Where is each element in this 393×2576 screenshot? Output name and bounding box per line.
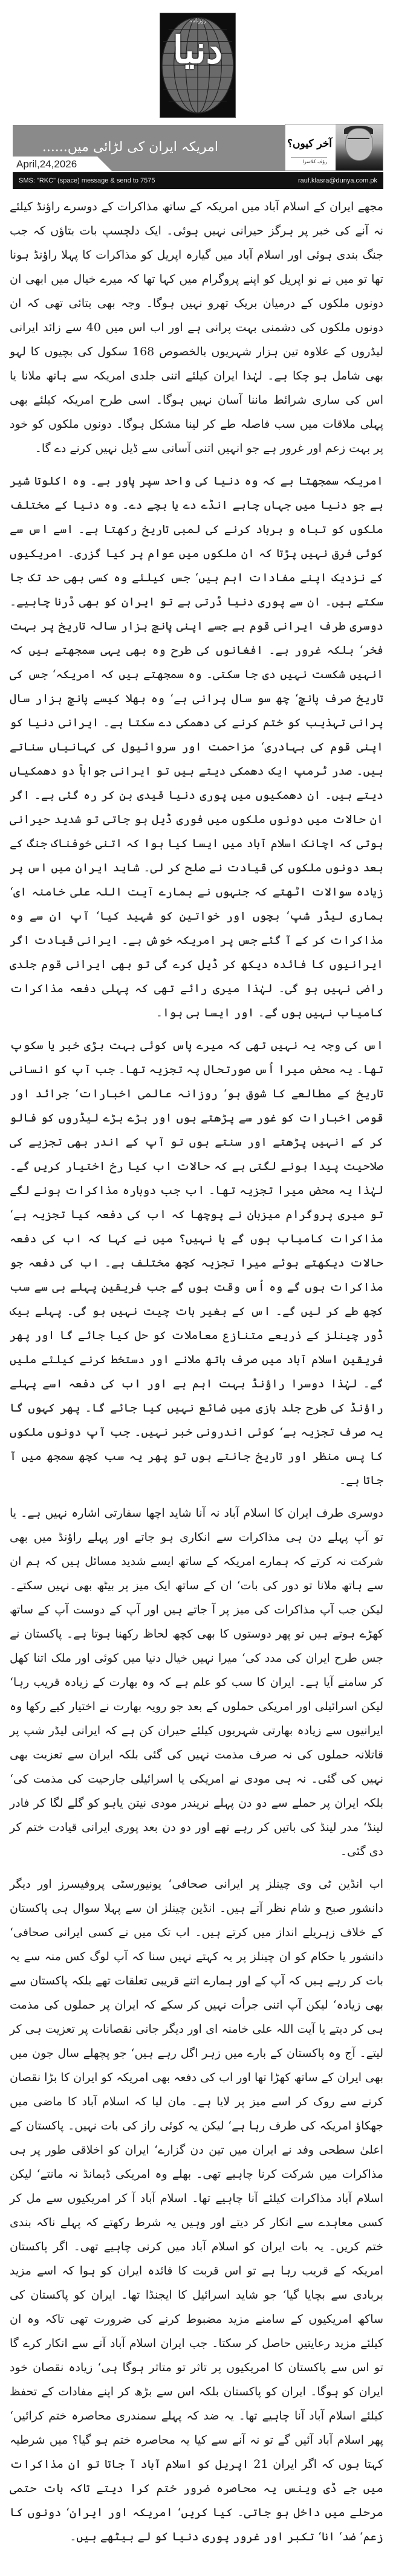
author-photo	[336, 124, 383, 171]
article-paragraph: امریکہ سمجھتا ہے کہ وہ دنیا کی واحد سپر پاور ہے۔ وہ اکلوتا شیر ہے جو دنیا میں جہاں چاہے انڈے دے یا بچے دے۔ وہ دنیا کے مختلف ملکوں کو تباہ و برباد کرنے کی لمبی تاریخ رکھتا ہے۔ اسے اس سے کوئی فرق نہیں پڑتا کہ ان ملکوں میں عوام پر کیا گزری۔ امریکیوں کے نزدیک اپنے مفادات اہم ہیں‘ جس کیلئے وہ کسی بھی حد تک جا سکتے ہیں۔ ان سے پوری دنیا ڈرتی ہے تو ایران کو بھی ڈرنا چاہیے۔ دوسری طرف ایرانی قوم ہے جسے اپنی پانچ ہزار سالہ تاریخ پر بہت فخر‘ بلکہ غرور ہے۔ افغانوں کی طرح وہ بھی یہی سمجھتے ہیں کہ انہیں شکست نہیں دی جا سکتی۔ وہ سمجھتے ہیں کہ امریکہ‘ جس کی تاریخ صرف پانچ‘ چھ سو سال پرانی ہے‘ وہ بھلا کیسے پانچ ہزار سال پرانی تہذیب کو ختم کرنے کی دھمکی دے سکتا ہے۔ ایرانی دنیا کو اپنی قوم کی بہادری‘ مزاحمت اور سروائیول کی کہانیاں سناتے ہیں۔ صدر ٹرمپ ایک دھمکی دیتے ہیں تو ایرانی جواباً دو دھمکیاں دیتے ہیں۔ ان دھمکیوں میں پوری دنیا قیدی بن کر رہ گئی ہے۔ اگر ان حالات میں دونوں ملکوں میں فوری ڈیل ہو جاتی تو شدید حیرانی ہوتی کہ اچانک اسلام آباد میں ایسا کیا ہوا کہ اتنی خوفناک جنگ کے بعد دونوں ملکوں کی قیادت نے صلح کر لی۔ شاید ایران میں اس پر زیادہ سوالات اٹھتے کہ جنہوں نے ہمارے آیت اللہ علی خامنہ ای‘ ہماری لیڈر شپ‘ بچوں اور خواتین کو شہید کیا‘ آپ ان سے وہ مذاکرات کر کے آ گئے جس پر امریکہ خوش ہے۔ ایرانی قیادت اگر ایرانیوں کا فائدہ دیکھ کر ڈیل کرے گی تو بھی ایرانی قوم جلدی راضی نہیں ہو گی۔ لہٰذا میری رائے تھی کہ پہلی دفعہ مذاکرات کامیاب نہیں ہوں گے۔ اور ایسا ہی ہوا۔	[10, 474, 383, 1019]
article-title: امریکہ ایران کی لڑائی میں......	[42, 140, 218, 155]
masthead-subtitle: روزنامہ	[189, 18, 207, 24]
publish-date: April,24,2026	[16, 158, 77, 170]
column-name: آخر کیوں؟	[287, 138, 332, 150]
article-body	[10, 195, 383, 2557]
article-paragraph: مجھے ایران کے اسلام آباد میں امریکہ کے ساتھ مذاکرات کے دوسرے راؤنڈ کیلئے نہ آنے کی خبر پر ہرگز حیرانی نہیں ہوئی۔ ایک دلچسپ بات بتاؤں کہ جب جنگ بندی ہوئی اور اسلام آباد میں گیارہ اپریل کو مذاکرات کا پہلا راؤنڈ ہونا تھا تو میں نے نو اپریل کو اپنے پروگرام میں کہا تھا کہ میرے خیال میں ابھی ان دونوں ملکوں کے درمیان بریک تھرو نہیں ہوگا۔ وجہ بھی بتائی تھی کہ ان دونوں ملکوں کی دشمنی بہت پرانی ہے اور اب اس میں 40 سے زائد ایرانی لیڈروں کے علاوہ تین ہزار شہریوں بالخصوص 168 سکول کی بچیوں کا لہو بھی شامل ہو چکا ہے۔ لہٰذا ایران کیلئے اتنی جلدی امریکہ سے ہاتھ ملانا یا اس کی ساری شرائط ماننا آسان نہیں ہوگا۔ اسی طرح امریکہ کیلئے بھی پہلی ملاقات میں سب فاصلہ طے کر لینا مشکل ہوگا۔ دونوں ملکوں کو خود پر بہت زعم اور غرور ہے جو انہیں اتنی آسانی سے ڈیل نہیں کرنے دے گا۔	[10, 200, 383, 455]
article-paragraph: اس کی وجہ یہ نہیں تھی کہ میرے پاس کوئی بہت بڑی خبر یا سکوپ تھا۔ یہ محض میرا اُس صورتحال پہ تجزیہ تھا۔ جب آپ کو انسانی تاریخ کے مطالعے کا شوق ہو‘ روزانہ عالمی اخبارات‘ جرائد اور قومی اخبارات کو غور سے پڑھتے ہوں اور بڑے بڑے لیڈروں کو فالو کر کے انہیں پڑھتے اور سنتے ہوں تو آپ کے اندر بھی تجزیے کی صلاحیت پیدا ہونے لگتی ہے کہ حالات اب کیا رخ اختیار کریں گے۔ لہٰذا یہ محض میرا تجزیہ تھا۔ اب جب دوبارہ مذاکرات ہونے لگے تو میری پروگرام میزبان نے پوچھا کہ اب کی دفعہ کیا تجزیہ ہے‘ مذاکرات کامیاب ہوں گے یا نہیں؟ میں نے کہا کہ اب کی دفعہ حالات دیکھتے ہوئے میرا تجزیہ کچھ مختلف ہے۔ اب کی دفعہ جو مذاکرات ہوں گے وہ اُس وقت ہوں گے جب فریقین پہلے ہی سے سب کچھ طے کر لیں گے۔ اس کے بغیر بات چیت نہیں ہو گی۔ پہلے بیک ڈور چینلز کے ذریعے متنازع معاملات کو حل کیا جائے گا اور پھر فریقین اسلام آباد میں صرف ہاتھ ملانے اور دستخط کرنے کیلئے ملیں گے۔ لہٰذا دوسرا راؤنڈ بہت اہم ہے اور اب کی دفعہ اسے پہلے راؤنڈ کی طرح جلد بازی میں ضائع نہیں کیا جائے گا۔ پھر کہوں گا یہ صرف تجزیہ ہے‘ کوئی اندرونی خبر نہیں۔ جب آپ دونوں ملکوں کا پس منظر اور تاریخ جانتے ہوں تو پھر یہ سب کچھ سمجھ میں آ جاتا ہے۔	[10, 1039, 383, 1487]
column-header	[13, 125, 383, 192]
title-banner	[13, 125, 285, 171]
date-tab	[13, 157, 97, 171]
glasses-icon	[348, 138, 369, 144]
contact-bar	[13, 172, 383, 189]
author-name: رؤف کلاسرا	[291, 157, 327, 164]
author-card	[285, 124, 383, 171]
sms-instructions: SMS: "RKC" (space) message & send to 7575	[19, 177, 155, 184]
article-paragraph: دوسری طرف ایران کا اسلام آباد نہ آنا شاید اچھا سفارتی اشارہ نہیں ہے۔ یا تو آپ پہلے دن ہی مذاکرات سے انکاری ہو جاتے اور پہلے راؤنڈ میں بھی شرکت نہ کرتے کہ ہمارے امریکہ کے ساتھ ایسے شدید مسائل ہیں کہ ہم ان سے ہاتھ ملانا تو دور کی بات‘ ان کے ساتھ ایک میز پر بیٹھ بھی نہیں سکتے۔ لیکن جب آپ مذاکرات کی میز پر آ جاتے ہیں اور آپ کے دوست آپ کے ساتھ کھڑے ہوتے ہیں تو پھر دوستوں کا بھی کچھ لحاظ رکھنا ہوتا ہے۔ پاکستان نے جس طرح ایران کی مدد کی‘ میرا نہیں خیال دنیا میں کوئی اور ملک اتنا کھل کر سامنے آیا ہے۔ ایران کا سب کو علم ہے کہ وہ بھارت کے زیادہ قریب رہا‘ لیکن اسرائیلی اور امریکی حملوں کے بعد جو رویہ بھارت نے اختیار کیے رکھا وہ ایرانیوں سے زیادہ بھارتی شہریوں کیلئے حیران کن ہے کہ ایرانی لیڈر شپ پر قاتلانہ حملوں کی نہ صرف مذمت نہیں کی گئی بلکہ ایران سے تعزیت بھی نہیں کی گئی۔ نہ ہی مودی نے امریکی یا اسرائیلی جارحیت کی مذمت کی‘ بلکہ ایران پر حملے سے دو دن پہلے نریندر مودی نیتن یاہو کو گلے لگا کر فادر لینڈ‘ مدر لینڈ کی باتیں کر رہے تھے اور دو دن بعد پوری ایرانی قیادت ختم کر دی گئی۔	[10, 1506, 383, 1858]
article-paragraph: اب انڈین ٹی وی چینلز پر ایرانی صحافی‘ یونیورسٹی پروفیسرز اور دیگر دانشور صبح و شام نظر آتے ہیں۔ انڈین چینلز ان سے پہلا سوال ہی پاکستان کے خلاف زہریلے انداز میں کرتے ہیں۔ اب تک میں نے کسی ایرانی صحافی‘ دانشور یا حکام کو ان چینلز پر یہ کہتے نہیں سنا کہ آپ لوگ کس منہ سے یہ بات کر رہے ہیں کہ آپ کے اور ہمارے اتنے قریبی تعلقات تھے بلکہ پاکستان سے بھی زیادہ‘ لیکن آپ اتنی جرأت نہیں کر سکے کہ ایران پر حملوں کی مذمت ہی کر دیتے یا آیت اللہ علی خامنہ ای اور دیگر جانی نقصانات پر تعزیت ہی کر لیتے۔ آج وہ پاکستان کے بارے میں زہر اگل رہے ہیں‘ جو پچھلے سال جون میں بھی ایران کے ساتھ کھڑا تھا اور اب کی دفعہ بھی امریکہ کو ایران کا بڑا نقصان کرنے سے روک کر اسے میز پر لایا ہے۔ مان لیا کہ اسلام آباد کا ماضی میں جھکاؤ امریکہ کی طرف رہا ہے‘ لیکن یہ کوئی راز کی بات نہیں۔ پاکستان کے اعلیٰ سطحی وفد نے ایران میں تین دن گزارے‘ ایران کو اخلاقی طور پر ہی مذاکرات میں شرکت کرنا چاہیے تھی۔ بھلے وہ امریکی ڈیمانڈ نہ مانتے‘ لیکن اسلام آباد مذاکرات کیلئے آنا چاہیے تھا۔ اسلام آباد آ کر امریکیوں سے مل کر کسی معاہدے سے انکار کر دیتے اور وہیں یہ شرط رکھتے کہ پہلے ناکہ بندی ختم کریں۔ یہ بات ایران کو اسلام آباد میں کرنی چاہیے تھی۔ اگر پاکستان امریکہ کے قریب رہا ہے تو اس قربت کا فائدہ ایران کو ہوا کہ اسے مزید بربادی سے بچایا گیا‘ جو شاید اسرائیل کا ایجنڈا تھا۔ ایران کو پاکستان کی ساکھ امریکیوں کے سامنے مزید مضبوط کرنے کی ضرورت تھی تاکہ وہ ان کیلئے مزید رعایتیں حاصل کر سکتا۔ جب ایران اسلام آباد آنے سے انکار کرے گا تو اس سے پاکستان کا امریکیوں پر تاثر تو متاثر ہوگا ہی‘ زیادہ نقصان خود ایران کو ہوگا۔ ایران کو پاکستان بلکہ اس سے بڑھ کر اپنے مفادات کے تحفظ کیلئے اسلام آباد آنا چاہیے تھا۔ یہ ضد کہ پہلے سمندری محاصرہ ختم کرائیں‘ پھر اسلام آباد آئیں گے تو نہ آنے سے کیا یہ محاصرہ ختم ہو گیا؟ میں شرطیہ کہتا ہوں کہ اگر ایران 21 اپریل کو اسلام آباد آ جاتا تو ان مذاکرات میں جے ڈی وینس یہ محاصرہ ضرور ختم کرا دیتے تاکہ بات حتمی مرحلے میں داخل ہو جاتی۔ کیا کریں‘ امریکہ اور ایران‘ دونوں کا زعم‘ ضد‘ انا‘ تکبر اور غرور پوری دنیا کو لے بیٹھے ہیں۔	[10, 1877, 384, 2543]
author-email[interactable]: rauf.klasra@dunya.com.pk	[297, 177, 377, 184]
newspaper-masthead-logo	[160, 13, 236, 118]
masthead-title: دنیا	[172, 28, 223, 72]
